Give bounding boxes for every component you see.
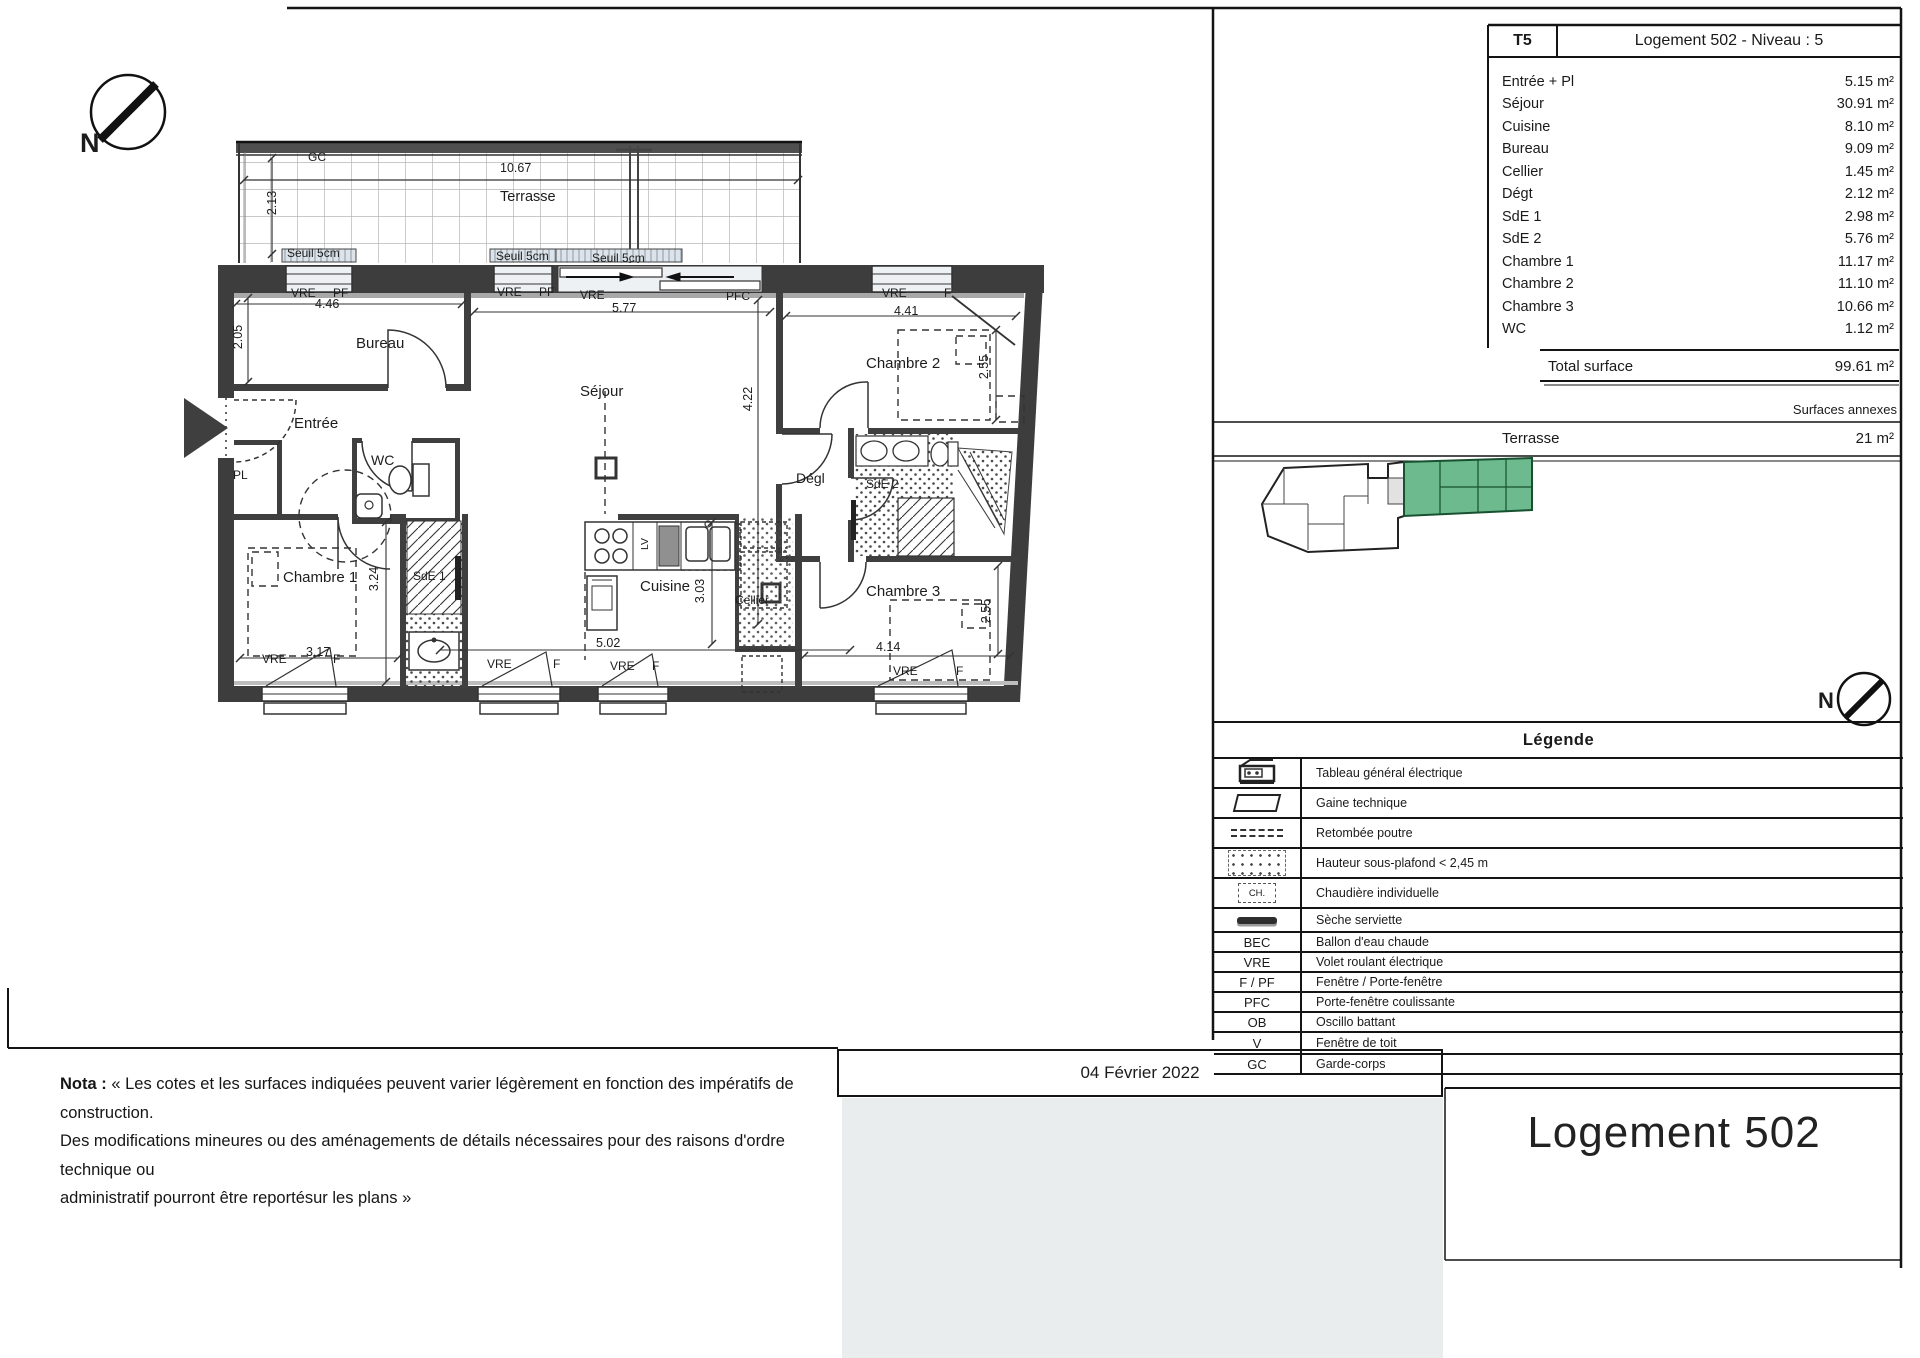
legend-label: Ballon d'eau chaude <box>1316 935 1429 949</box>
nota-line3: administratif pourront être reportésur les plans » <box>60 1189 412 1207</box>
legend-label: Fenêtre de toit <box>1316 1036 1397 1050</box>
room-sde2: SdE 2 <box>866 477 899 491</box>
beam-dropdown-icon <box>1231 825 1283 841</box>
surface-value: 9.09 m² <box>1844 141 1894 157</box>
surface-label: Chambre 1 <box>1502 254 1574 270</box>
surface-label: Bureau <box>1502 141 1549 157</box>
window-code-pfc: PFC <box>726 289 750 303</box>
room-chambre2: Chambre 2 <box>866 355 941 372</box>
window-code-vre-3: VRE <box>580 288 605 302</box>
room-pl: PL <box>233 468 248 482</box>
dim-sejour-width: 5.77 <box>612 301 637 315</box>
nota-text <box>60 1070 850 1213</box>
window-code-f-b1: F <box>333 652 341 666</box>
dim-terrace-width: 10.67 <box>500 161 532 175</box>
surface-value: 5.15 m² <box>1844 74 1894 90</box>
nota-line1: « Les cotes et les surfaces indiquées peuvent varier légèrement en fonction des impératifs de construction. <box>60 1075 794 1122</box>
surface-label: Entrée + Pl <box>1502 74 1575 90</box>
window-code-vre-b3: VRE <box>610 659 635 673</box>
sde2-fixtures <box>851 434 1012 556</box>
legend-row <box>1214 787 1903 817</box>
sde1-fixtures <box>406 520 462 686</box>
surface-label: Séjour <box>1502 96 1544 112</box>
surface-row <box>1502 206 1894 228</box>
cellier-hatch <box>737 518 793 648</box>
surface-label: Cuisine <box>1502 119 1551 135</box>
seuil-label-3: Seuil 5cm <box>592 251 645 265</box>
annex-label: Terrasse <box>1502 430 1560 447</box>
window-code-vre-1: VRE <box>291 286 316 300</box>
legend-label: Hauteur sous-plafond < 2,45 m <box>1316 856 1488 870</box>
window-code-f-b2: F <box>553 657 561 671</box>
sidebar-north-letter: N <box>1818 688 1834 713</box>
window-code-vre-4: VRE <box>882 286 907 300</box>
window-code-vre-b1: VRE <box>262 652 287 666</box>
surface-value: 2.98 m² <box>1844 209 1894 225</box>
surface-label: Chambre 2 <box>1502 276 1574 292</box>
legend-code: PFC <box>1214 993 1302 1011</box>
dim-chambre1-width: 3.17 <box>306 645 331 659</box>
dim-chambre2-depth: 2.55 <box>977 354 991 380</box>
seuil-label-2: Seuil 5cm <box>496 249 549 263</box>
dim-chambre3-width: 4.14 <box>876 640 901 654</box>
legend-label: Retombée poutre <box>1316 826 1413 840</box>
surface-value: 8.10 m² <box>1844 119 1894 135</box>
surface-value: 1.12 m² <box>1844 321 1894 337</box>
room-sde1: SdE 1 <box>413 569 446 583</box>
room-entree: Entrée <box>294 415 339 432</box>
sidebar-north-compass-icon <box>1838 673 1890 725</box>
legend-code: F / PF <box>1214 973 1302 991</box>
wc-fixtures <box>356 464 429 518</box>
surface-value: 11.10 m² <box>1837 276 1894 292</box>
legend-label: Fenêtre / Porte-fenêtre <box>1316 975 1443 989</box>
legend-label: Gaine technique <box>1316 796 1408 810</box>
legend-code: CH. <box>1248 887 1266 899</box>
surface-label: SdE 2 <box>1502 231 1542 247</box>
logement-title: Logement 502 <box>1527 1108 1821 1157</box>
surface-label: Chambre 3 <box>1502 299 1574 315</box>
annex-value: 21 m² <box>1855 430 1894 447</box>
north-letter: N <box>80 128 100 158</box>
total-surface-row <box>1548 353 1894 379</box>
surface-row <box>1502 228 1894 250</box>
dim-bureau-width: 4.46 <box>315 297 340 311</box>
room-cuisine: Cuisine <box>640 578 691 595</box>
dim-bureau-depth: 2.05 <box>231 324 245 350</box>
window-code-vre-b2: VRE <box>487 657 512 671</box>
annex-surface-row <box>1502 430 1894 447</box>
terrace-gc-label: GC <box>308 150 326 164</box>
annex-surfaces-header: Surfaces annexes <box>1792 402 1897 417</box>
surface-row <box>1502 138 1894 160</box>
technical-duct-icon <box>1233 794 1281 812</box>
surface-label: WC <box>1502 321 1527 337</box>
nota-prefix: Nota : <box>60 1075 107 1093</box>
surface-value: 10.66 m² <box>1836 299 1894 315</box>
dim-chambre2-width: 4.41 <box>894 304 919 318</box>
kitchen-lv-label: LV <box>639 537 651 551</box>
window-code-vre-2: VRE <box>497 285 522 299</box>
legend-row <box>1214 951 1903 971</box>
legend-row <box>1214 907 1903 931</box>
surface-row <box>1502 161 1894 183</box>
seuil-label-1: Seuil 5cm <box>287 246 340 260</box>
north-compass-icon <box>91 75 165 149</box>
surface-row <box>1502 183 1894 205</box>
room-bureau: Bureau <box>356 335 405 352</box>
legend-label: Porte-fenêtre coulissante <box>1316 995 1455 1009</box>
dim-terrace-depth: 2.13 <box>265 190 279 216</box>
legend-label: Chaudière individuelle <box>1316 886 1439 900</box>
legend-code: VRE <box>1214 953 1302 971</box>
electrical-panel-icon <box>1237 759 1277 788</box>
surface-value: 11.17 m² <box>1837 254 1894 270</box>
legend-code: V <box>1214 1033 1302 1053</box>
legend-code: OB <box>1214 1013 1302 1031</box>
surface-row <box>1502 296 1894 318</box>
room-cellier: Cellier <box>735 593 770 607</box>
legend-title: Légende <box>1522 731 1595 749</box>
surface-row <box>1502 93 1894 115</box>
total-surface-value: 99.61 m² <box>1834 357 1894 375</box>
legend-label: Tableau général électrique <box>1316 766 1463 780</box>
boiler-box-icon <box>1238 883 1276 903</box>
window-code-vre-b4: VRE <box>893 664 918 678</box>
window-code-f-4: F <box>944 286 952 300</box>
surface-label: Dégt <box>1502 186 1533 202</box>
surface-row <box>1502 116 1894 138</box>
legend-row <box>1214 1011 1903 1031</box>
surface-value: 30.91 m² <box>1836 96 1894 112</box>
room-chambre1: Chambre 1 <box>283 569 358 586</box>
room-wc: WC <box>371 452 395 468</box>
legend-row <box>1214 991 1903 1011</box>
surface-row <box>1502 251 1894 273</box>
surface-value: 5.76 m² <box>1844 231 1894 247</box>
legend-table <box>1214 757 1903 1075</box>
room-sejour: Séjour <box>580 383 624 400</box>
legend-row <box>1214 817 1903 847</box>
window-code-pf-2: PF <box>539 285 555 299</box>
low-ceiling-pattern-icon <box>1228 850 1286 876</box>
room-degt: Dégl <box>796 470 825 486</box>
room-chambre3: Chambre 3 <box>866 583 941 600</box>
dim-cuisine-width: 5.02 <box>596 636 621 650</box>
legend-label: Sèche serviette <box>1316 913 1403 927</box>
legend-row <box>1214 971 1903 991</box>
window-code-f-b4: F <box>956 664 964 678</box>
legend-row <box>1214 931 1903 951</box>
surface-value: 2.12 m² <box>1844 186 1894 202</box>
surface-row <box>1502 273 1894 295</box>
surface-value: 1.45 m² <box>1844 164 1894 180</box>
surface-label: Cellier <box>1502 164 1544 180</box>
scan-gray-block <box>842 1098 1443 1358</box>
dim-sejour-depth: 4.22 <box>741 386 755 412</box>
legend-code: BEC <box>1214 933 1302 951</box>
legend-label: Garde-corps <box>1316 1057 1386 1071</box>
unit-type-cell: T5 <box>1513 32 1532 49</box>
legend-row <box>1214 847 1903 877</box>
legend-label: Volet roulant électrique <box>1316 955 1444 969</box>
room-terrasse: Terrasse <box>500 189 556 205</box>
legend-code: GC <box>1214 1055 1302 1073</box>
window-code-pf-1: PF <box>333 286 349 300</box>
dim-chambre3-depth: 2.55 <box>979 598 993 624</box>
key-plan <box>1262 458 1532 552</box>
dim-cuisine-depth: 3.03 <box>693 578 707 604</box>
date-label: 04 Février 2022 <box>1080 1063 1200 1082</box>
door-arcs <box>234 330 893 608</box>
total-surface-label: Total surface <box>1548 357 1634 375</box>
dim-chambre1-depth: 3.24 <box>367 566 381 592</box>
sheet-title-cell: Logement 502 - Niveau : 5 <box>1634 32 1824 49</box>
surface-row <box>1502 71 1894 93</box>
legend-row <box>1214 877 1903 907</box>
nota-line2: Des modifications mineures ou des aménagements de détails nécessaires pour des raisons d'ordre technique ou <box>60 1132 785 1179</box>
legend-label: Oscillo battant <box>1316 1015 1396 1029</box>
towel-rail-icon <box>1237 917 1277 924</box>
surface-label: SdE 1 <box>1502 209 1542 225</box>
window-code-f-b3: F <box>652 659 660 673</box>
surface-row <box>1502 318 1894 340</box>
legend-row <box>1214 757 1903 787</box>
